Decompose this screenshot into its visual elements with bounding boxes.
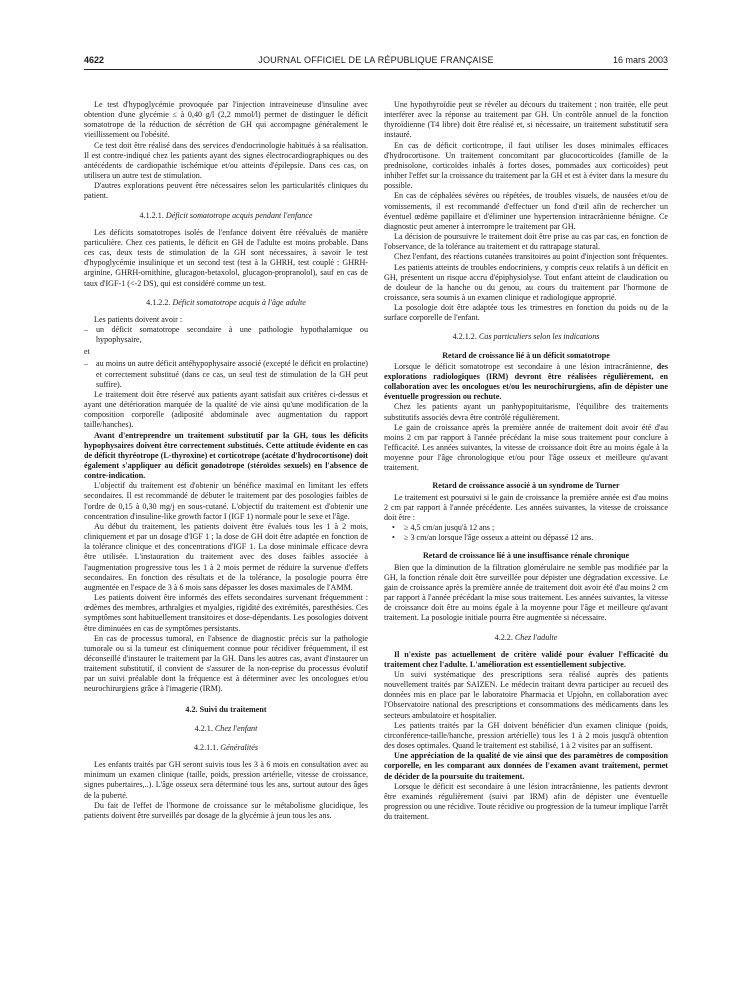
- section-heading-4-2-1-1: [84, 743, 368, 753]
- journal-title: JOURNAL OFFICIEL DE LA RÉPUBLIQUE FRANÇAISE: [258, 55, 494, 65]
- list-item: – un déficit somatotrope secondaire à une pathologie hypothalamique ou hypophysaire,: [84, 325, 368, 345]
- paragraph: Les enfants traités par GH seront suivis tous les 3 à 6 mois en consultation avec au minimum un examen clinique (taille, poids, pression artérielle, vitesse de croissance, signes pubertaires,..). L'âge osseux sera déterminé tous les ans, surtout autour des âges de la puberté.: [84, 760, 368, 800]
- section-heading-4-1-2-2: [84, 298, 368, 308]
- heading-title: Déficit somatotrope acquis à l'âge adulte: [172, 297, 306, 307]
- paragraph: D'autres explorations peuvent être nécessaires selon les particularités cliniques du patient.: [84, 181, 368, 201]
- issue-date: 16 mars 2003: [612, 55, 668, 65]
- heading-number: 4.2.1.: [194, 723, 213, 733]
- subheading-deficit-somatotrope: Retard de croissance lié à un déficit somatotrope: [442, 350, 610, 360]
- page-number: 4622: [84, 55, 105, 65]
- paragraph: Chez l'enfant, des réactions cutanées transitoires au point d'injection sont fréquentes.: [394, 252, 668, 262]
- section-heading-4-2-2: [384, 633, 668, 643]
- heading-title: Déficit somatotrope acquis pendant l'enfance: [165, 210, 313, 220]
- criteria-list: [84, 359, 368, 389]
- paragraph: Les patients doivent être informés des effets secondaires survenant fréquemment : œdèmes des membres, arthralgies et myalgies, rigidité des extrémités, paresthésies. Ces symptômes sont habituellement transitoires et dose-dépendants. Les posologies doivent être diminuées en cas de symptômes persistants.: [84, 593, 368, 633]
- paragraph: L'objectif du traitement est d'obtenir un bénéfice maximal en limitant les effets secondaires. Il est recommandé de débuter le traitement par des posologies faibles de l'ordre de 0,15 à 0,30 mg/j en sous-cutané. L'objectif du traitement est d'obtenir une concentration d'insuline-like growth factor I (IGF 1) normale pour le sexe et l'âge.: [84, 481, 368, 521]
- text-run: Lorsque le déficit somatotrope est secondaire à une lésion intracrânienne,: [394, 361, 657, 371]
- paragraph: En cas de déficit corticotrope, il faut utiliser les doses minimales efficaces d'hydrocortisone. Un traitement concomitant par glucocorticoïdes (famille de la prednisolone, corticoïdes inhalés à fortes doses, pommades aux corticoïdes) peut inhiber l'effet sur la croissance du traitement par la GH et est à éviter dans la mesure du possible.: [384, 140, 668, 191]
- paragraph: [384, 362, 668, 403]
- paragraph: Le gain de croissance après la première année de traitement doit avoir été d'au moins 2 cm par rapport à l'année précédant la mise sous traitement pour conclure à l'efficacité. Les années suivantes, la vitesse de croissance doit être au moins égale à la moyenne pour l'âge chronologique et/ou pour l'âge osseux et meilleure qu'avant traitement.: [384, 422, 668, 473]
- heading-title: Chez l'adulte: [514, 632, 558, 642]
- section-heading-4-1-2-1: [84, 211, 368, 221]
- heading-title: Cas particuliers selon les indications: [478, 332, 600, 342]
- paragraph: Chez les patients ayant un panhypopituitarisme, l'équilibre des traitements substitutifs associés devra être contrôlé régulièrement.: [384, 402, 668, 422]
- bold-paragraph: Avant d'entreprendre un traitement substitutif par la GH, tous les déficits hypophysaires doivent être correctement substitués. Cette attitude évidente en cas de déficit thyréotrope (L-thyroxine) et corticotrope (acétate d'hydrocortisone) doit également s'appliquer au déficit gonadotrope (stéroïdes sexuels) en l'absence de contre-indication.: [84, 430, 368, 481]
- heading-number: 4.1.2.2.: [146, 297, 171, 307]
- paragraph: Le test d'hypoglycémie provoquée par l'injection intraveineuse d'insuline avec obtention d'une glycémie ≤ à 0,40 g/l (2,2 mmol/l) permet de distinguer le déficit somatotrope de la réduction de sécrétion de GH qui accompagne généralement le vieillissement ou l'obésité.: [84, 100, 368, 140]
- bold-text-run: des explorations radiologiques (IRM) devront être réalisées régulièrement, en collaboration avec les oncologues et/ou les neurochirurgiens, afin de dépister une éventuelle progression ou rechute.: [384, 361, 668, 402]
- list-item: • ≥ 4,5 cm/an jusqu'à 12 ans ;: [384, 523, 668, 533]
- paragraph: La posologie doit être adaptée tous les trimestres en fonction du poids ou de la surface corporelle de l'enfant.: [384, 303, 668, 323]
- heading-number: 4.2.2.: [494, 632, 513, 642]
- paragraph: Lorsque le déficit est secondaire à une lésion intracrânienne, les patients devront être examinés régulièrement (suivi par IRM) afin de dépister une éventuelle progression ou une récidive. Toute récidive ou progression de la tumeur implique l'arrêt du traitement.: [384, 781, 668, 822]
- heading-title: Chez l'enfant: [214, 723, 258, 733]
- list-item: • ≥ 3 cm/an lorsque l'âge osseux a atteint ou dépassé 12 ans.: [384, 533, 668, 543]
- subheading-turner: Retard de croissance associé à un syndrome de Turner: [432, 481, 620, 491]
- heading-number: 4.1.2.1.: [139, 210, 164, 220]
- paragraph: Bien que la diminution de la filtration glomérulaire ne semble pas modifiée par la GH, la fonction rénale doit être surveillée pour dépister une dégradation excessive. Le gain de croissance après la première année de traitement doit avoir été d'au moins 2 cm par rapport à l'année précédant la mise sous traitement. Les années suivantes, la vitesse de croissance doit être au moins égale à la moyenne pour l'âge et meilleure qu'avant traitement. La posologie initiale pourra être augmentée si nécessaire.: [384, 562, 668, 623]
- paragraph: En cas de céphalées sévères ou répétées, de troubles visuels, de nausées et/ou de vomissements, il est recommandé d'effectuer un fond d'œil afin de rechercher un éventuel œdème papillaire et d'éliminer une hypertension intracrânienne bénigne. Ce diagnostic peut amener à interrompre le traitement par GH.: [384, 191, 668, 231]
- bold-paragraph: Il n'existe pas actuellement de critère validé pour évaluer l'efficacité du traitement chez l'adulte. L'amélioration est essentiellement subjective.: [384, 649, 668, 669]
- criteria-list: [84, 325, 368, 345]
- paragraph: Les déficits somatotropes isolés de l'enfance doivent être réévalués de manière particulière. Chez ces patients, le déficit en GH de l'adulte est moins probable. Dans ces cas, deux tests de stimulation de la GH sont nécessaires, à savoir le test d'hypoglycémie insulinique et un second test (test à la GHRH, test couplé : GHRH-arginine, GHRH-ornithine, glucagon-betaxolol, glucagon-propranolol), sauf en cas de taux d'IGF-1 (<-2 DS), qui est considéré comme un test.: [84, 227, 368, 288]
- paragraph: Les patients atteints de troubles endocriniens, y compris ceux relatifs à un déficit en GH, présentent un risque accru d'épiphysiolyse. Tout enfant atteint de claudication ou de douleur de la hanche ou du genou, au cours du traitement par l'hormone de croissance, sera soumis à un examen clinique et radiologique approprié.: [384, 262, 668, 302]
- paragraph: Une hypothyroïdie peut se révéler au décours du traitement ; non traitée, elle peut interférer avec la réponse au traitement par GH. Un contrôle annuel de la fonction thyroïdienne (T4 libre) doit être réalisé et, si nécessaire, un traitement substitutif sera instauré.: [384, 100, 668, 140]
- heading-number: 4.2.1.1.: [193, 742, 219, 752]
- bold-paragraph: Une appréciation de la qualité de vie ainsi que des paramètres de composition corporelle, en les comparant aux données de l'examen avant traitement, permet de décider de la poursuite du traitement.: [384, 751, 668, 781]
- paragraph: Les patients doivent avoir :: [94, 314, 183, 324]
- page-header: [84, 53, 668, 67]
- conjunction: et: [84, 347, 90, 357]
- heading-title: Généralités: [220, 742, 259, 752]
- paragraph: Ce test doit être réalisé dans des services d'endocrinologie habitués à sa réalisation. Il est contre-indiqué chez les patients ayant des signes électrocardiographiques ou des antécédents de cardiopathie ischémique et/ou atteints d'épilepsie. Dans ces cas, on utilisera un autre test de stimulation.: [84, 140, 368, 181]
- subheading-insuffisance-renale: Retard de croissance lié à une insuffisance rénale chronique: [422, 551, 630, 561]
- paragraph: Les patients traités par la GH doivent bénéficier d'un examen clinique (poids, circonférence-taille/hanche, pression artérielle) tous les 1 à 2 mois jusqu'à obtention des doses optimales. Quand le traitement est stabilisé, 1 à 2 visites par an suffisent.: [384, 720, 668, 751]
- paragraph: Un suivi systématique des prescriptions sera réalisé auprès des patients nouvellement traités par SAIZEN. Le médecin traitant devra participer au recueil des données mis en place par le laboratoire Pharmacia et Upjohn, en collaboration avec l'Observatoire national des prescriptions et consommations des médicaments dans les secteurs ambulatoire et hospitalier.: [384, 669, 668, 720]
- paragraph: Du fait de l'effet de l'hormone de croissance sur le métabolisme glucidique, les patients doivent être surveillés par dosage de la glycémie à jeun tous les ans.: [84, 800, 368, 820]
- paragraph: La décision de poursuivre le traitement doit être prise au cas par cas, en fonction de l'observance, de la tolérance au traitement et du rattrapage statural.: [384, 232, 668, 252]
- section-heading-4-2-1-2: [384, 332, 668, 342]
- paragraph: Au début du traitement, les patients doivent être évalués tous les 1 à 2 mois, cliniquement et par un dosage d'IGF 1 ; la dose de GH doit être adaptée en fonction de la tolérance clinique et des concentrations d'IGF 1. La dose minimale efficace devra être utilisée. L'instauration du traitement avec des doses faibles associée à l'augmentation progressive tous les 1 à 2 mois permet de réduire la survenue d'effets secondaires. En fonction des résultats et de la tolérance, la posologie pourra être augmentée en l'espace de 3 à 6 mois sans dépasser les doses maximales de l'AMM.: [84, 521, 368, 592]
- header-rule: [84, 69, 668, 70]
- right-column: [384, 100, 668, 822]
- velocity-list: [384, 523, 668, 543]
- section-heading-4-2-1: [84, 724, 368, 734]
- paragraph: En cas de processus tumoral, en l'absence de diagnostic précis sur la pathologie tumorale ou si la tumeur est cliniquement connue pour récidiver fréquemment, il est déconseillé d'instaurer le traitement par la GH. Dans les autres cas, avant d'instaurer un traitement substitutif, il convient de s'assurer de la non-reprise du processus évolutif par un suivi préalable dont la fréquence est à déterminer avec les oncologues et/ou neurochirurgiens grâce à l'imagerie (IRM).: [84, 633, 368, 694]
- section-heading-4-2: 4.2. Suivi du traitement: [185, 704, 267, 714]
- heading-number: 4.2.1.2.: [452, 332, 477, 342]
- paragraph: Le traitement doit être réservé aux patients ayant satisfait aux critères ci-dessus et ayant une détérioration marquée de la qualité de vie ainsi qu'une modification de la composition corporelle (adiposité abdominale avec augmentation du rapport taille/hanches).: [84, 389, 368, 430]
- paragraph: Le traitement est poursuivi si le gain de croissance la première année est d'au moins 2 cm par rapport à l'année précédente. Les années suivantes, la vitesse de croissance doit être :: [384, 492, 668, 522]
- list-item: – au moins un autre déficit antéhypophysaire associé (excepté le déficit en prolactine) et correctement substitué (dans ce cas, un seul test de stimulation de la GH peut suffire).: [84, 359, 368, 389]
- left-column: [84, 100, 368, 821]
